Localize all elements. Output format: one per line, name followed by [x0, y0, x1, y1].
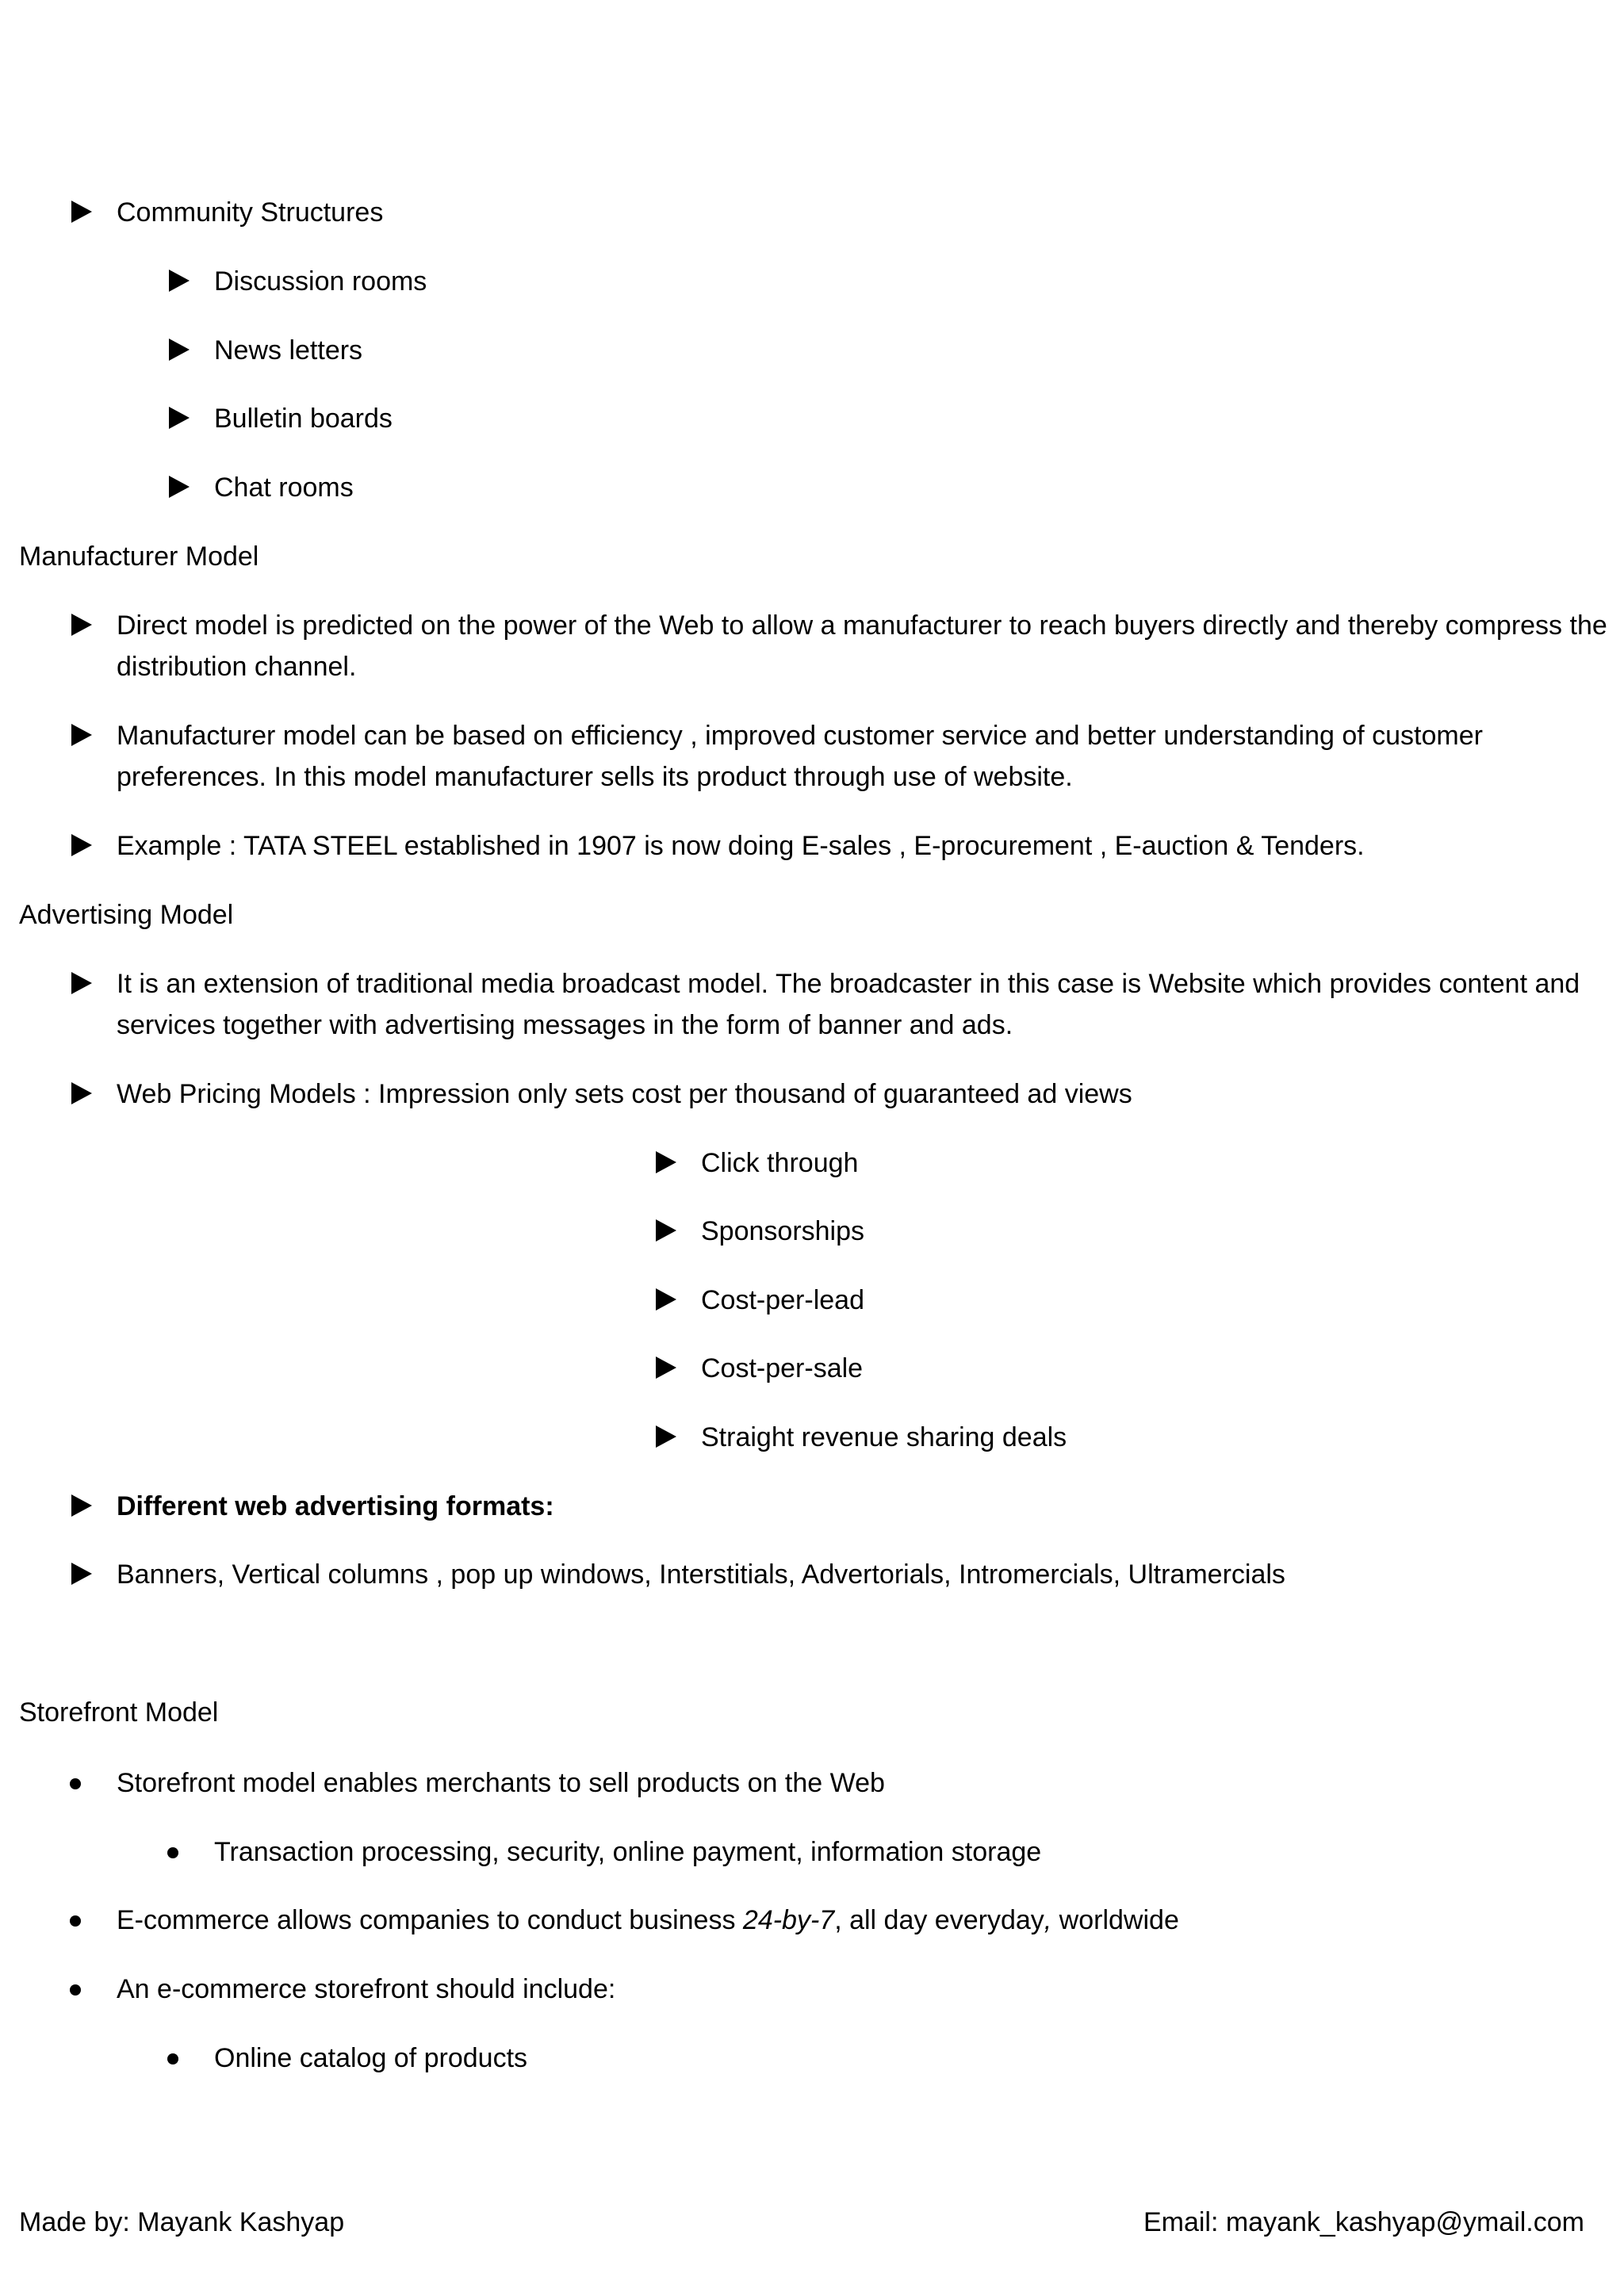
bullet-triangle-icon [71, 1494, 92, 1517]
storefront-item-ecommerce [117, 1900, 1179, 1941]
storefront-subitem-catalog: Online catalog of products [214, 2043, 528, 2073]
community-heading: Community Structures [117, 197, 384, 228]
bullet-triangle-icon [656, 1288, 676, 1311]
ecommerce-text-prefix: E-commerce allows companies to conduct business [117, 1905, 743, 1935]
storefront-subitem-transaction: Transaction processing, security, online payment, information storage [214, 1837, 1042, 1867]
bullet-triangle-icon [169, 476, 190, 498]
community-item-newsletters: News letters [214, 335, 363, 365]
bullet-triangle-icon [169, 407, 190, 429]
storefront-item-include: An e-commerce storefront should include: [117, 1974, 616, 2004]
pricing-item-cost-per-sale: Cost-per-sale [701, 1353, 864, 1383]
storefront-heading: Storefront Model [19, 1697, 219, 1728]
manufacturer-item-direct: Direct model is predicted on the power of the Web to allow a manufacturer to reach buyers directly and thereby compress the distribution channel. [117, 610, 1607, 682]
bullet-triangle-icon [71, 834, 92, 856]
manufacturer-item-efficiency: Manufacturer model can be based on efficiency , improved customer service and better understanding of customer preferences. In this model manufacturer sells its product through use of website. [117, 721, 1483, 792]
bullet-dot-icon [167, 1847, 178, 1858]
pricing-item-cost-per-lead: Cost-per-lead [701, 1285, 864, 1315]
footer-author: Made by: Mayank Kashyap [19, 2207, 345, 2237]
manufacturer-item-example: Example : TATA STEEL established in 1907 is now doing E-sales , E-procurement , E-auction & Tenders. [117, 831, 1365, 861]
bullet-dot-icon [70, 1984, 81, 1996]
bullet-triangle-icon [169, 270, 190, 292]
pricing-item-sponsorships: Sponsorships [701, 1216, 865, 1246]
bullet-triangle-icon [71, 201, 92, 223]
bullet-triangle-icon [169, 339, 190, 361]
bullet-triangle-icon [656, 1425, 676, 1448]
community-item-bulletin: Bulletin boards [214, 404, 393, 434]
advertising-formats-list: Banners, Vertical columns , pop up windows, Interstitials, Advertorials, Intromercials, Ultramercials [117, 1559, 1285, 1590]
bullet-dot-icon [167, 2053, 178, 2064]
advertising-item-pricing: Web Pricing Models : Impression only sets cost per thousand of guaranteed ad views [117, 1079, 1132, 1109]
ecommerce-text-24by7: 24-by-7 [742, 1905, 835, 1935]
community-item-chat: Chat rooms [214, 473, 354, 503]
bullet-triangle-icon [71, 972, 92, 994]
bullet-dot-icon [70, 1915, 81, 1927]
bullet-triangle-icon [71, 614, 92, 636]
pricing-item-revenue-sharing: Straight revenue sharing deals [701, 1422, 1067, 1452]
ecommerce-text-suffix: worldwide [1051, 1905, 1179, 1935]
community-item-discussion: Discussion rooms [214, 266, 427, 297]
advertising-item-extension: It is an extension of traditional media broadcast model. The broadcaster in this case is Website which provides content and services together with advertising messages in the form of banner and ads. [117, 969, 1580, 1040]
ecommerce-text-mid: , all day everyday [834, 1905, 1044, 1935]
bullet-triangle-icon [656, 1151, 676, 1173]
bullet-triangle-icon [71, 724, 92, 746]
footer-email: Email: mayank_kashyap@ymail.com [1143, 2207, 1584, 2237]
bullet-triangle-icon [656, 1357, 676, 1379]
bullet-triangle-icon [71, 1563, 92, 1585]
bullet-triangle-icon [656, 1219, 676, 1242]
bullet-triangle-icon [71, 1082, 92, 1104]
storefront-item-merchants: Storefront model enables merchants to sell products on the Web [117, 1768, 885, 1798]
pricing-item-click-through: Click through [701, 1148, 859, 1178]
advertising-formats-heading: Different web advertising formats: [117, 1491, 554, 1521]
bullet-dot-icon [70, 1778, 81, 1789]
ecommerce-text-comma: , [1044, 1905, 1052, 1935]
manufacturer-heading: Manufacturer Model [19, 541, 259, 572]
advertising-heading: Advertising Model [19, 900, 234, 930]
